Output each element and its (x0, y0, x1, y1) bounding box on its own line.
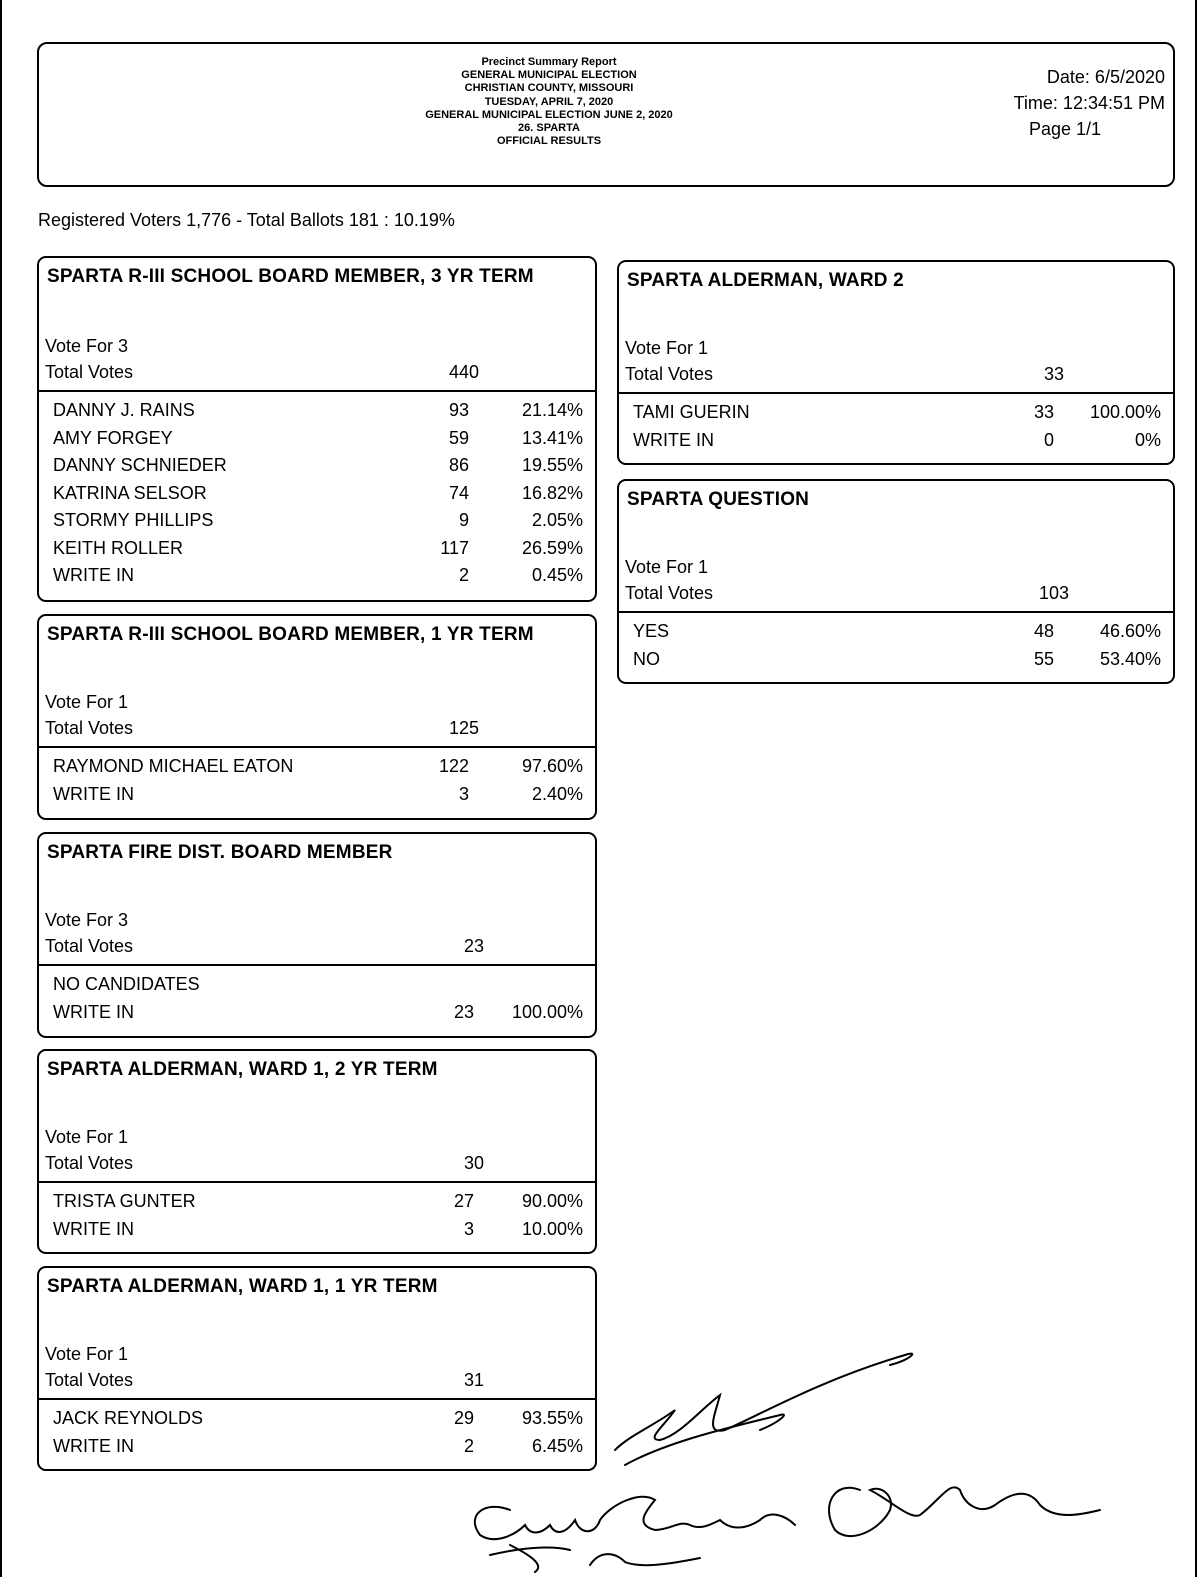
candidate-percent: 6.45% (531, 1435, 583, 1456)
candidate-name: JACK REYNOLDS (53, 1408, 204, 1428)
signature-stroke (615, 1354, 912, 1450)
candidate-votes: 33 (1033, 402, 1054, 422)
candidate-votes: 2 (458, 565, 469, 585)
candidate-name: WRITE IN (53, 565, 134, 585)
report-header (37, 42, 1175, 187)
vote-for-label: Vote For 1 (45, 1127, 129, 1147)
total-votes-label: Total Votes (45, 362, 134, 382)
contest-divider (39, 390, 595, 392)
candidate-name: NO (633, 648, 660, 669)
contest-box-sparta-question (617, 479, 1175, 684)
candidate-name: YES (633, 621, 670, 641)
contest-box-sparta-alderman-ward-2 (617, 260, 1175, 465)
vote-for-label: Vote For 1 (625, 338, 709, 358)
candidate-votes: 3 (463, 1218, 474, 1239)
signature-stroke (475, 1497, 795, 1539)
candidate-votes: 55 (1033, 648, 1054, 669)
candidate-percent: 21.14% (521, 400, 583, 420)
total-votes-value: 440 (448, 362, 479, 382)
candidate-row (53, 565, 583, 593)
candidate-name: WRITE IN (53, 1001, 134, 1022)
candidate-percent: 0% (1134, 429, 1161, 450)
candidate-votes: 74 (448, 482, 469, 503)
candidate-votes: 3 (458, 783, 469, 804)
candidate-name: WRITE IN (53, 1218, 134, 1239)
candidate-name: DANNY SCHNIEDER (53, 455, 227, 475)
candidate-percent: 53.40% (1099, 648, 1161, 669)
report-header-center (309, 56, 789, 148)
candidate-votes: 117 (440, 537, 469, 558)
candidate-name: WRITE IN (53, 783, 134, 804)
total-votes-label: Total Votes (45, 1370, 134, 1390)
total-votes-value: 23 (463, 936, 484, 956)
candidate-name: AMY FORGEY (53, 427, 173, 448)
contest-divider (39, 964, 595, 966)
contest-title: SPARTA R-III SCHOOL BOARD MEMBER, 1 YR TERM (47, 624, 534, 645)
rescheduled-election: GENERAL MUNICIPAL ELECTION JUNE 2, 2020 (425, 108, 673, 121)
candidate-percent: 19.55% (521, 455, 583, 475)
candidate-row (53, 974, 583, 1002)
candidate-percent: 46.60% (1099, 621, 1161, 641)
contest-box-sparta-r-iii-school-board-member-1-yr-term (37, 614, 597, 820)
candidate-percent: 93.55% (521, 1408, 583, 1428)
contest-title: SPARTA ALDERMAN, WARD 1, 1 YR TERM (47, 1276, 438, 1297)
total-votes-value: 103 (1038, 583, 1069, 603)
total-votes-label: Total Votes (625, 583, 714, 603)
contest-title: SPARTA QUESTION (627, 489, 810, 510)
candidate-row (53, 784, 583, 812)
candidate-row (53, 1219, 583, 1247)
candidate-name: RAYMOND MICHAEL EATON (53, 756, 294, 776)
report-date: Date: 6/5/2020 (1046, 67, 1165, 87)
candidate-name: WRITE IN (633, 429, 714, 450)
candidate-percent: 10.00% (521, 1218, 583, 1239)
election-name: GENERAL MUNICIPAL ELECTION (461, 69, 637, 82)
total-votes-label: Total Votes (45, 718, 134, 738)
candidate-row (53, 756, 583, 784)
candidate-row (53, 483, 583, 511)
candidate-name: WRITE IN (53, 1435, 134, 1456)
candidate-row (53, 455, 583, 483)
candidate-row (53, 1002, 583, 1030)
vote-for-label: Vote For 3 (45, 336, 129, 356)
contest-title: SPARTA ALDERMAN, WARD 1, 2 YR TERM (47, 1059, 438, 1080)
candidate-percent: 100.00% (1089, 402, 1161, 422)
contest-box-sparta-alderman-ward-1-2-yr-term (37, 1049, 597, 1254)
candidate-name: TRISTA GUNTER (53, 1191, 196, 1211)
candidate-votes: 59 (448, 427, 469, 448)
county-name: CHRISTIAN COUNTY, MISSOURI (464, 82, 634, 95)
candidate-name: KATRINA SELSOR (53, 482, 207, 503)
candidate-votes: 2 (463, 1435, 474, 1456)
candidate-row (633, 649, 1161, 677)
candidate-row (633, 621, 1161, 649)
candidate-votes: 86 (448, 455, 469, 475)
candidate-name: DANNY J. RAINS (53, 400, 195, 420)
candidate-row (53, 428, 583, 456)
total-votes-value: 30 (463, 1153, 484, 1173)
candidate-votes: 23 (453, 1001, 474, 1022)
candidate-row (53, 538, 583, 566)
precinct-name: 26. SPARTA (518, 122, 580, 135)
candidate-row (633, 430, 1161, 458)
candidate-name: TAMI GUERIN (633, 402, 750, 422)
page-number: Page 1/1 (1028, 119, 1102, 139)
candidate-votes: 9 (458, 510, 469, 530)
candidate-name: NO CANDIDATES (53, 974, 200, 994)
candidate-votes: 93 (448, 400, 469, 420)
total-votes-value: 33 (1043, 364, 1064, 384)
total-votes-label: Total Votes (625, 364, 714, 384)
candidate-percent: 97.60% (521, 756, 583, 776)
contest-box-sparta-r-iii-school-board-member-3-yr-term (37, 256, 597, 602)
candidate-votes: 48 (1033, 621, 1054, 641)
report-meta (965, 64, 1165, 142)
contest-divider (619, 392, 1173, 394)
signature-stroke (829, 1487, 1100, 1536)
candidate-row (633, 402, 1161, 430)
candidate-percent: 26.59% (521, 537, 583, 558)
vote-for-label: Vote For 3 (45, 910, 129, 930)
candidate-percent: 2.40% (531, 783, 583, 804)
results-status: OFFICIAL RESULTS (496, 135, 602, 148)
candidate-votes: 27 (453, 1191, 474, 1211)
candidate-votes: 29 (453, 1408, 474, 1428)
vote-for-label: Vote For 1 (45, 692, 129, 712)
contest-divider (39, 1181, 595, 1183)
candidate-votes: 122 (438, 756, 469, 776)
candidate-percent: 0.45% (531, 565, 583, 585)
registered-voters-summary: Registered Voters 1,776 - Total Ballots 181 : 10.19% (38, 210, 455, 230)
signature-stroke (625, 1414, 784, 1465)
report-title: Precinct Summary Report (481, 56, 617, 68)
total-votes-label: Total Votes (45, 1153, 134, 1173)
candidate-name: STORMY PHILLIPS (53, 510, 214, 530)
report-time: Time: 12:34:51 PM (1013, 93, 1165, 113)
vote-for-label: Vote For 1 (625, 557, 709, 577)
candidate-row (53, 1191, 583, 1219)
contest-title: SPARTA ALDERMAN, WARD 2 (627, 270, 904, 291)
candidate-percent: 90.00% (521, 1191, 583, 1211)
total-votes-value: 125 (448, 718, 479, 738)
candidate-percent: 16.82% (521, 482, 583, 503)
contest-divider (619, 611, 1173, 613)
vote-for-label: Vote For 1 (45, 1344, 129, 1364)
candidate-name: KEITH ROLLER (53, 537, 184, 558)
candidate-votes: 0 (1043, 429, 1054, 450)
total-votes-value: 31 (463, 1370, 484, 1390)
contest-title: SPARTA FIRE DIST. BOARD MEMBER (47, 842, 393, 863)
contest-box-sparta-fire-dist-board-member (37, 832, 597, 1038)
candidate-row (53, 400, 583, 428)
contest-title: SPARTA R-III SCHOOL BOARD MEMBER, 3 YR TERM (47, 266, 534, 287)
election-date: TUESDAY, APRIL 7, 2020 (484, 95, 614, 108)
candidate-row (53, 510, 583, 538)
signatures-image (440, 1340, 1140, 1577)
total-votes-label: Total Votes (45, 936, 134, 956)
candidate-percent: 13.41% (521, 427, 583, 448)
contest-divider (39, 746, 595, 748)
candidate-percent: 2.05% (531, 510, 583, 530)
candidate-percent: 100.00% (511, 1001, 583, 1022)
signature-stroke (490, 1545, 700, 1572)
